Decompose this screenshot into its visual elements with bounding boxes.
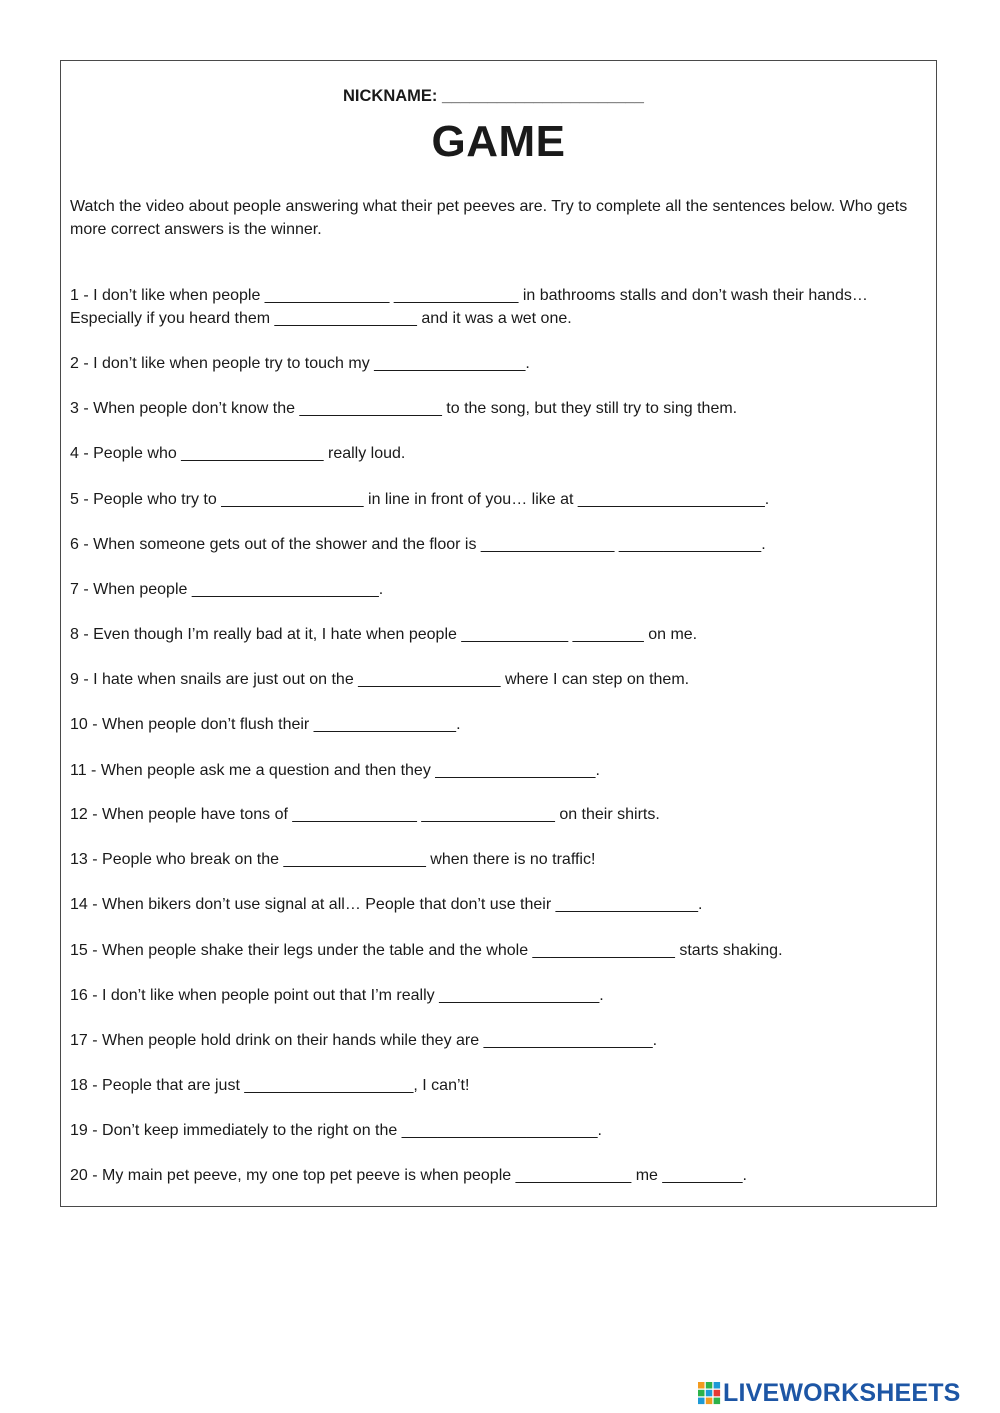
question-12: 12 - When people have tons of ______________ _______________ on their shirts. — [70, 806, 660, 823]
question-18: 18 - People that are just ___________________, I can’t! — [70, 1077, 470, 1094]
question-5: 5 - People who try to ________________ in line in front of you… like at _____________________. — [70, 491, 770, 508]
page-title: GAME — [431, 117, 566, 166]
question-7: 7 - When people _____________________. — [70, 581, 384, 598]
liveworksheets-logo[interactable] — [697, 1378, 961, 1408]
question-6: 6 - When someone gets out of the shower and the floor is _______________ ________________. — [70, 536, 766, 553]
question-20: 20 - My main pet peeve, my one top pet peeve is when people _____________ me _________. — [70, 1167, 747, 1184]
question-1 — [70, 284, 932, 330]
question-16: 16 - I don’t like when people point out that I’m really __________________. — [70, 987, 604, 1004]
question-14: 14 - When bikers don’t use signal at all… People that don’t use their ________________. — [70, 896, 703, 913]
liveworksheets-logo-icon — [697, 1381, 721, 1405]
nickname-line: NICKNAME: ______________________ — [343, 87, 644, 105]
worksheet-frame — [60, 60, 937, 1207]
question-3: 3 - When people don’t know the ________________ to the song, but they still try to sing them. — [70, 400, 738, 417]
liveworksheets-logo-text: LIVEWORKSHEETS — [723, 1378, 961, 1407]
instructions-paragraph: Watch the video about people answering what their pet peeves are. Try to complete all the sentences below. Who gets more correct answers is the winner. — [70, 198, 908, 238]
question-19: 19 - Don’t keep immediately to the right on the ______________________. — [70, 1122, 602, 1139]
question-2: 2 - I don’t like when people try to touch my _________________. — [70, 355, 530, 372]
question-10: 10 - When people don’t flush their ________________. — [70, 716, 461, 733]
question-1-line-2: Especially if you heard them ________________ and it was a wet one. — [70, 310, 572, 327]
question-4: 4 - People who ________________ really loud. — [70, 445, 406, 462]
question-8: 8 - Even though I’m really bad at it, I hate when people ____________ ________ on me. — [70, 626, 698, 643]
question-17: 17 - When people hold drink on their hands while they are ___________________. — [70, 1032, 658, 1049]
question-13: 13 - People who break on the ________________ when there is no traffic! — [70, 851, 596, 868]
question-15: 15 - When people shake their legs under the table and the whole ________________ starts shaking. — [70, 942, 783, 959]
question-11: 11 - When people ask me a question and then they __________________. — [70, 762, 600, 779]
question-9: 9 - I hate when snails are just out on the ________________ where I can step on them. — [70, 671, 690, 688]
question-1-line-1: 1 - I don’t like when people ______________ ______________ in bathrooms stalls and don’t wash their hands… — [70, 287, 868, 304]
